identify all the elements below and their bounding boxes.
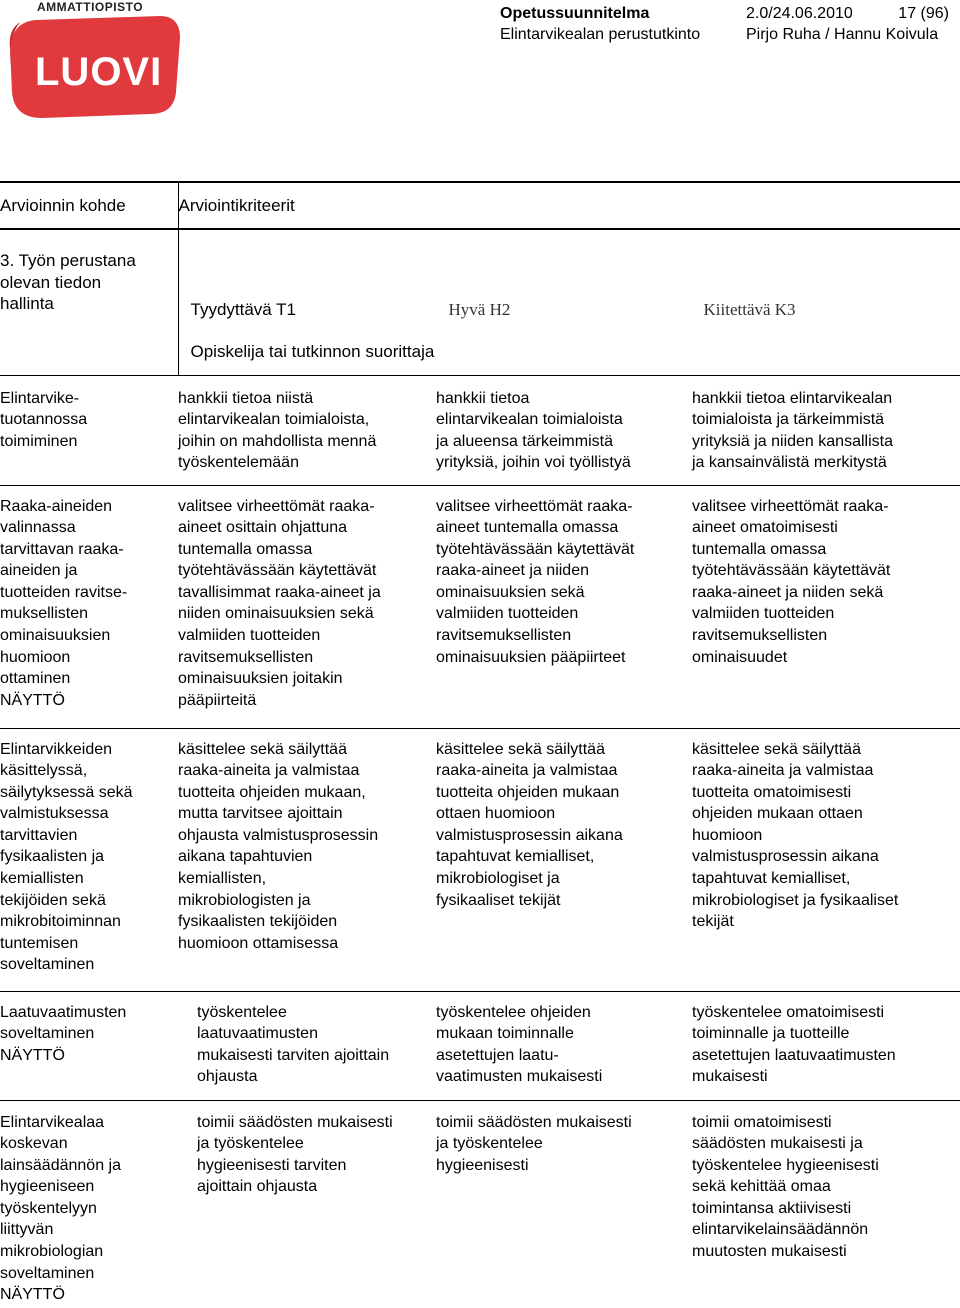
row-t1 [178, 728, 436, 991]
text-line: hankkii tietoa niistä [178, 389, 314, 407]
text-line: toimii säädösten mukaisesti [436, 1113, 632, 1131]
text-line: työtehtävässään käytettävät [692, 562, 891, 580]
text-line: lainsäädännön ja [0, 1156, 121, 1174]
text-line: Elintarvikkeiden [0, 740, 113, 758]
text-line: tavallisimmat raaka-aineet ja [178, 583, 381, 601]
text-line: mikrobiologisten ja [178, 891, 311, 909]
text-line: raaka-aineita ja valmistaa [692, 762, 874, 780]
text-line: huomioon ottamisessa [178, 934, 339, 952]
text-line: kemiallisten, [178, 870, 267, 888]
text-line: aineet tuntemalla omassa [436, 519, 619, 537]
text-line: ja työskentelee [436, 1135, 543, 1153]
level-h2: Hyvä H2 [448, 300, 511, 319]
text-line: mikrobiologiset ja fysikaaliset [692, 891, 899, 909]
row-target [0, 485, 178, 728]
text-line: raaka-aineet ja niiden [436, 562, 589, 580]
text-line: tuntemisen [0, 934, 79, 952]
text-line: tarvittavien [0, 826, 78, 844]
text-line: vaatimusten mukaisesti [436, 1068, 603, 1086]
table-row [0, 728, 960, 991]
text-line: hallinta [0, 294, 54, 314]
text-line: työskentelemään [178, 454, 299, 472]
text-line: mikrobitoiminnan [0, 913, 121, 931]
text-line: valmiiden tuotteiden [436, 605, 579, 623]
text-line: tekijät [692, 913, 734, 931]
text-line: valmistuksessa [0, 805, 109, 823]
text-line: asetettujen laatu- [436, 1046, 559, 1064]
row-h2 [436, 991, 692, 1100]
row-h2 [436, 1100, 692, 1308]
section-title [0, 229, 178, 375]
text-line: raaka-aineet ja niiden sekä [692, 583, 884, 601]
naytto-label: NÄYTTÖ [0, 1286, 65, 1304]
text-line: työskentelee [197, 1003, 287, 1021]
text-line: elintarvikelainsäädännön [692, 1221, 869, 1239]
table-row [0, 991, 960, 1100]
text-line: kemiallisten [0, 870, 84, 888]
text-line: tarvittavan raaka- [0, 540, 124, 558]
column-header-row [0, 182, 960, 229]
text-line: hygieenisesti tarviten [197, 1156, 347, 1174]
logo-org-text: AMMATTIOPISTO [37, 0, 144, 14]
text-line: käsittelee sekä säilyttää [436, 740, 605, 758]
text-line: mutta tarvitsee ajoittain [178, 805, 343, 823]
text-line: fysikaaliset tekijät [436, 891, 561, 909]
row-k3 [692, 375, 960, 485]
text-line: Elintarvike- [0, 389, 80, 407]
text-line: säädösten mukaisesti ja [692, 1135, 863, 1153]
text-line: liittyvän [0, 1221, 54, 1239]
column-header-target [0, 182, 178, 229]
text-line: ohjeiden mukaan ottaen [692, 805, 863, 823]
text-line: työskentelee omatoimisesti [692, 1003, 885, 1021]
text-line: valmiiden tuotteiden [178, 627, 321, 645]
text-line: toimialoista ja tärkeimmistä [692, 411, 885, 429]
text-line: valitsee virheettömät raaka- [436, 497, 633, 515]
row-target [0, 728, 178, 991]
text-line: käsittelee sekä säilyttää [692, 740, 861, 758]
text-line: valmistusprosessin aikana [436, 826, 623, 844]
row-h2 [436, 485, 692, 728]
table-row [0, 375, 960, 485]
text-line: raaka-aineita ja valmistaa [436, 762, 618, 780]
level-k3: Kiitettävä K3 [703, 300, 796, 319]
logo-text: LUOVI [35, 50, 163, 94]
text-line: aineet osittain ohjattuna [178, 519, 348, 537]
row-h2 [436, 728, 692, 991]
text-line: aineet omatoimisesti [692, 519, 838, 537]
text-line: huomioon [0, 648, 71, 666]
text-line: ottaen huomioon [436, 805, 556, 823]
text-line: Arviointikriteerit [178, 195, 295, 215]
text-line: ja kansainvälistä merkitystä [692, 454, 887, 472]
text-line: ravitsemuksellisten [692, 627, 828, 645]
text-line: ominaisuudet [692, 648, 788, 666]
text-line: raaka-aineita ja valmistaa [178, 762, 360, 780]
row-t1 [178, 375, 436, 485]
text-line: toimii säädösten mukaisesti [197, 1113, 393, 1131]
text-line: valitsee virheettömät raaka- [178, 497, 375, 515]
section-levels [178, 229, 960, 375]
text-line: muutosten mukaisesti [692, 1243, 847, 1261]
text-line: tuotteita ohjeiden mukaan, [178, 783, 366, 801]
text-line: käsittelee sekä säilyttää [178, 740, 347, 758]
text-line: koskevan [0, 1135, 68, 1153]
text-line: työskentelee ohjeiden [436, 1003, 591, 1021]
text-line: yrityksiä, joihin voi työllistyä [436, 454, 631, 472]
text-line: elintarvikealan toimialoista, [178, 411, 370, 429]
text-line: tapahtuvat kemialliset, [436, 848, 595, 866]
text-line: soveltaminen [0, 1025, 95, 1043]
text-line: ja työskentelee [197, 1135, 304, 1153]
text-line: joihin on mahdollista mennä [178, 432, 377, 450]
text-line: säilytyksessä sekä [0, 783, 133, 801]
text-line: elintarvikealan toimialoista [436, 411, 623, 429]
text-line: mikrobiologiset ja [436, 870, 560, 888]
text-line: hygieenisesti [436, 1156, 529, 1174]
text-line: tuntemalla omassa [178, 540, 313, 558]
text-line: toiminnalle ja tuotteille [692, 1025, 850, 1043]
text-line: työtehtävässään käytettävät [436, 540, 635, 558]
text-line: mikrobiologian [0, 1243, 104, 1261]
text-line: ominaisuuksien joitakin [178, 670, 343, 688]
doc-authors: Pirjo Ruha / Hannu Koivula [746, 26, 939, 43]
text-line: tuntemalla omassa [692, 540, 827, 558]
text-line: tuotteita omatoimisesti [692, 783, 852, 801]
doc-title: Opetussuunnitelma [500, 5, 650, 22]
text-line: valmiiden tuotteiden [692, 605, 835, 623]
table-row [0, 485, 960, 728]
text-line: soveltaminen [0, 1264, 95, 1282]
level-t1: Tyydyttävä T1 [190, 300, 297, 319]
text-line: Arvioinnin kohde [0, 195, 126, 215]
text-line: soveltaminen [0, 956, 95, 974]
row-k3 [692, 991, 960, 1100]
text-line: fysikaalisten tekijöiden [178, 913, 338, 931]
text-line: tuotteita ohjeiden mukaan [436, 783, 620, 801]
naytto-label: NÄYTTÖ [0, 1046, 65, 1064]
row-k3 [692, 485, 960, 728]
row-target [0, 375, 178, 485]
text-line: aineiden ja [0, 562, 78, 580]
text-line: Elintarvikealaa [0, 1113, 105, 1131]
row-target [0, 1100, 178, 1308]
text-line: ajoittain ohjausta [197, 1178, 318, 1196]
text-line: ravitsemuksellisten [178, 648, 314, 666]
document-header [500, 3, 955, 45]
text-line: ominaisuuksien pääpiirteet [436, 648, 626, 666]
subject-line: Opiskelija tai tutkinnon suorittaja [190, 342, 435, 361]
text-line: hankkii tietoa elintarvikealan [692, 389, 893, 407]
version-date: 2.0/24.06.2010 [746, 5, 853, 22]
luovi-logo-mark [0, 0, 200, 125]
column-header-criteria [178, 182, 960, 229]
text-line: muksellisten [0, 605, 89, 623]
text-line: tuotteiden ravitse- [0, 583, 128, 601]
text-line: ja alueensa tärkeimmistä [436, 432, 613, 450]
text-line: ominaisuuksien [0, 627, 111, 645]
row-h2 [436, 375, 692, 485]
row-t1 [178, 991, 436, 1100]
text-line: työskentelee hygieenisesti [692, 1156, 879, 1174]
text-line: fysikaalisten ja [0, 848, 105, 866]
luovi-logo [0, 0, 200, 125]
text-line: ottaminen [0, 670, 71, 688]
assessment-table [0, 181, 960, 1308]
text-line: toimii omatoimisesti [692, 1113, 832, 1131]
text-line: ohjausta [197, 1068, 258, 1086]
row-t1 [178, 485, 436, 728]
text-line: toimintansa aktiivisesti [692, 1199, 852, 1217]
text-line: Laatuvaatimusten [0, 1003, 127, 1021]
text-line: Raaka-aineiden [0, 497, 113, 515]
text-line: ravitsemuksellisten [436, 627, 572, 645]
text-line: aikana tapahtuvien [178, 848, 313, 866]
text-line: mukaisesti tarviten ajoittain [197, 1046, 390, 1064]
text-line: pääpiirteitä [178, 691, 257, 709]
row-k3 [692, 728, 960, 991]
text-line: huomioon [692, 826, 763, 844]
text-line: valmistusprosessin aikana [692, 848, 879, 866]
row-target [0, 991, 178, 1100]
text-line: valinnassa [0, 519, 76, 537]
doc-subtitle: Elintarvikealan perustutkinto [500, 26, 701, 43]
text-line: toimiminen [0, 432, 78, 450]
text-line: mukaan toiminnalle [436, 1025, 574, 1043]
text-line: asetettujen laatuvaatimusten [692, 1046, 896, 1064]
text-line: tekijöiden sekä [0, 891, 106, 909]
text-line: laatuvaatimusten [197, 1025, 318, 1043]
text-line: valitsee virheettömät raaka- [692, 497, 889, 515]
text-line: hankkii tietoa [436, 389, 530, 407]
text-line: yrityksiä ja niiden kansallista [692, 432, 893, 450]
text-line: sekä kehittää omaa [692, 1178, 831, 1196]
section-header-row [0, 229, 960, 375]
text-line: ohjausta valmistusprosessin [178, 826, 379, 844]
text-line: 3. Työn perustana [0, 251, 136, 270]
text-line: työtehtävässään käytettävät [178, 562, 377, 580]
text-line: tapahtuvat kemialliset, [692, 870, 851, 888]
text-line: käsittelyssä, [0, 762, 88, 780]
naytto-label: NÄYTTÖ [0, 691, 65, 709]
page-number: 17 (96) [898, 5, 949, 22]
text-line: niiden ominaisuuksien sekä [178, 605, 374, 623]
table-row [0, 1100, 960, 1308]
text-line: mukaisesti [692, 1068, 768, 1086]
row-k3 [692, 1100, 960, 1308]
row-t1 [178, 1100, 436, 1308]
text-line: olevan tiedon [0, 272, 102, 292]
text-line: tuotannossa [0, 411, 88, 429]
text-line: ominaisuuksien sekä [436, 583, 585, 601]
text-line: hygieeniseen [0, 1178, 95, 1196]
text-line: työskentelyyn [0, 1199, 97, 1217]
